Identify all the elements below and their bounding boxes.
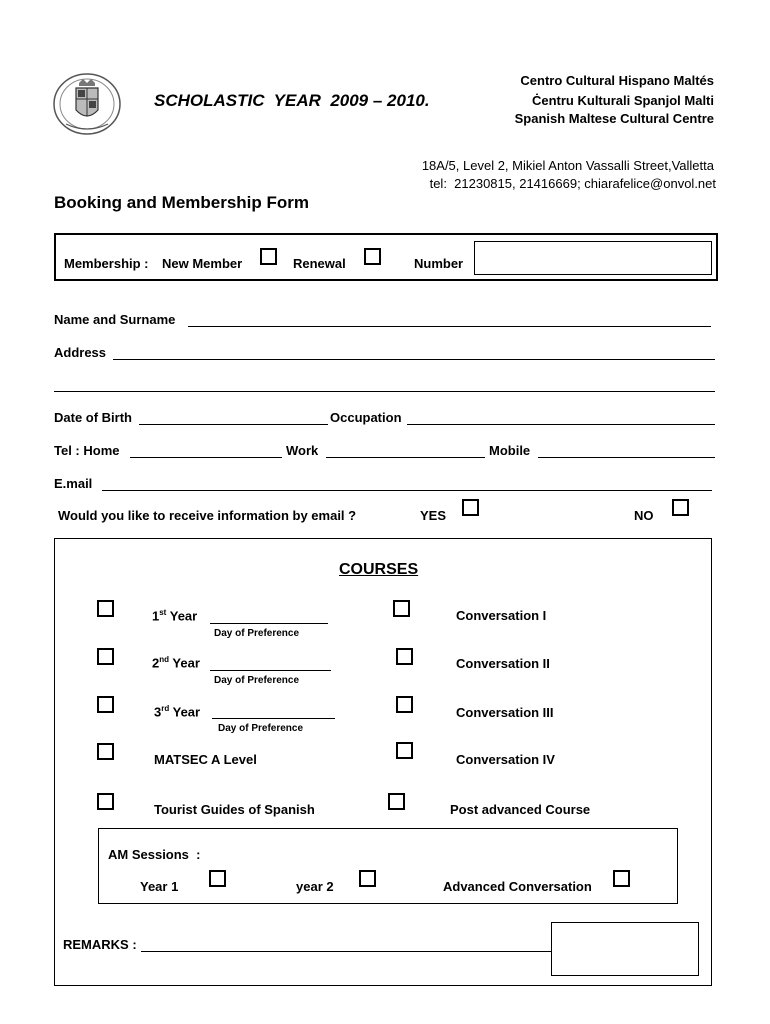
post-advanced-checkbox[interactable] [388,793,405,810]
year1-checkbox[interactable] [97,600,114,617]
new-member-checkbox[interactable] [260,248,277,265]
email-no-checkbox[interactable] [672,499,689,516]
conv3-checkbox[interactable] [396,696,413,713]
work-field[interactable] [326,457,485,458]
tourist-checkbox[interactable] [97,793,114,810]
centre-logo [52,72,122,136]
post-advanced-label: Post advanced Course [450,802,591,817]
dob-field[interactable] [139,424,328,425]
year2-day-field[interactable] [210,670,331,671]
address-field-line-2[interactable] [54,391,715,392]
matsec-checkbox[interactable] [97,743,114,760]
conv2-checkbox[interactable] [396,648,413,665]
number-label: Number [414,256,464,271]
no-label: NO [634,508,654,523]
address-field[interactable] [113,359,715,360]
am-year1-label: Year 1 [140,879,179,894]
name-field[interactable] [188,326,711,327]
email-question: Would you like to receive information by email ? [58,508,357,523]
email-label: E.mail [54,476,93,491]
tel-home-label: Tel : Home [54,443,120,458]
centre-name-spanish: Centro Cultural Hispano Maltés [520,73,714,88]
email-field[interactable] [102,490,712,491]
occupation-label: Occupation [330,410,402,425]
am-year2-checkbox[interactable] [359,870,376,887]
centre-address: 18A/5, Level 2, Mikiel Anton Vassalli Street,Valletta [421,158,714,173]
year1-day-field[interactable] [210,623,328,624]
conv4-checkbox[interactable] [396,742,413,759]
tel-home-field[interactable] [130,457,282,458]
renewal-checkbox[interactable] [364,248,381,265]
yes-label: YES [420,508,447,523]
year2-checkbox[interactable] [97,648,114,665]
membership-box [54,233,718,281]
year3-day-field[interactable] [212,718,335,719]
am-adv-conv-label: Advanced Conversation [443,879,592,894]
mobile-label: Mobile [489,443,531,458]
centre-contact: tel: 21230815, 21416669; chiarafelice@onvol.net [429,176,716,191]
scholastic-year: SCHOLASTIC YEAR 2009 – 2010. [154,91,430,110]
name-label: Name and Surname [54,312,176,327]
year3-day-hint: Day of Preference [218,723,304,734]
occupation-field[interactable] [407,424,715,425]
work-label: Work [286,443,319,458]
conv1-label: Conversation I [456,608,547,623]
conv4-label: Conversation IV [456,752,555,767]
year1-day-hint: Day of Preference [214,628,300,639]
membership-label: Membership : [64,256,149,271]
centre-name-maltese: Ċentru Kulturali Spanjol Malti [531,93,714,108]
form-title: Booking and Membership Form [54,193,310,212]
am-year1-checkbox[interactable] [209,870,226,887]
renewal-label: Renewal [293,256,346,271]
office-use-box[interactable] [551,922,699,976]
am-adv-conv-checkbox[interactable] [613,870,630,887]
centre-name-english: Spanish Maltese Cultural Centre [514,111,714,126]
am-year2-label: year 2 [296,879,334,894]
year2-label: 2nd Year [152,655,200,671]
matsec-label: MATSEC A Level [154,752,257,767]
email-yes-checkbox[interactable] [462,499,479,516]
remarks-field[interactable] [141,951,552,952]
year2-day-hint: Day of Preference [214,675,300,686]
am-sessions-label: AM Sessions : [108,847,201,862]
new-member-label: New Member [162,256,243,271]
courses-box [54,538,712,986]
dob-label: Date of Birth [54,410,132,425]
year3-label: 3rd Year [154,704,201,720]
conv2-label: Conversation II [456,656,550,671]
tourist-label: Tourist Guides of Spanish [154,802,315,817]
address-label: Address [54,345,107,360]
year3-checkbox[interactable] [97,696,114,713]
mobile-field[interactable] [538,457,715,458]
remarks-label: REMARKS : [63,937,137,952]
membership-number-field[interactable] [474,241,712,275]
year1-label: 1st Year [152,608,198,624]
conv1-checkbox[interactable] [393,600,410,617]
conv3-label: Conversation III [456,705,554,720]
courses-title: COURSES [339,561,419,578]
